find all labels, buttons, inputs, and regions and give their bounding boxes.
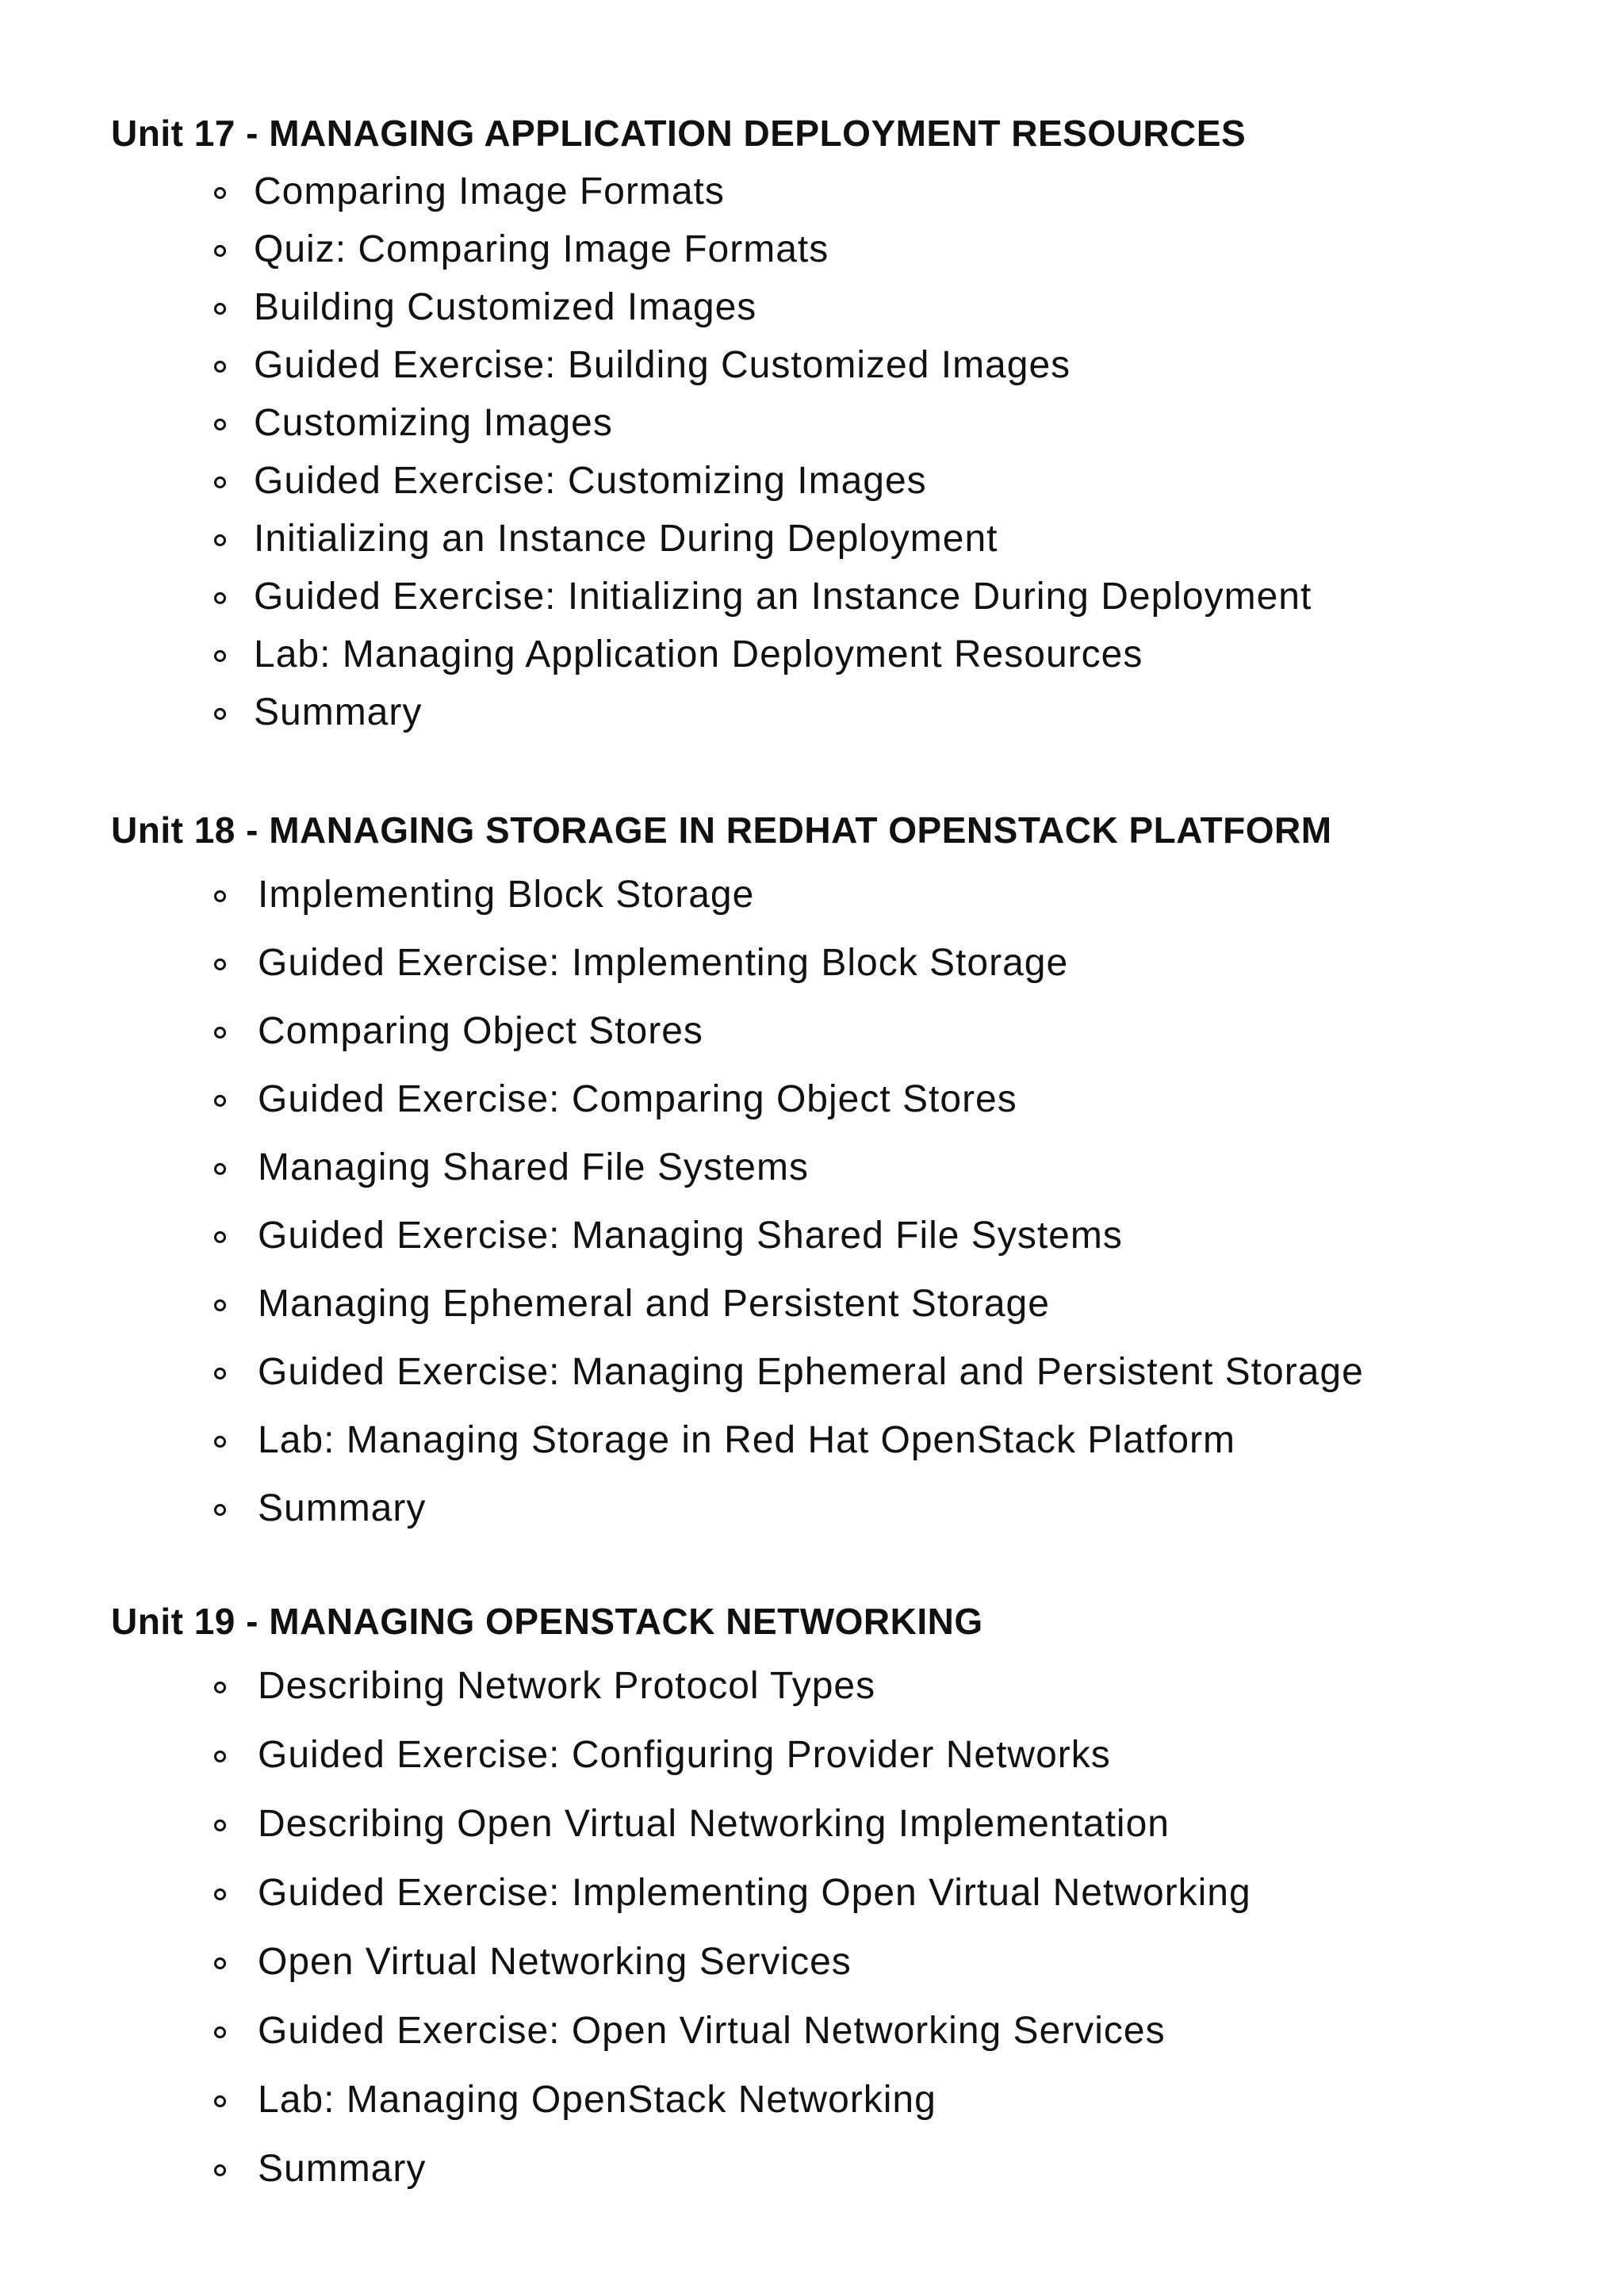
circle-bullet-icon (214, 1231, 226, 1243)
circle-bullet-icon (214, 361, 226, 373)
unit-19-heading: Unit 19 - MANAGING OPENSTACK NETWORKING (111, 1601, 983, 1642)
circle-bullet-icon (214, 245, 226, 257)
circle-bullet-icon (214, 650, 226, 662)
circle-bullet-icon (214, 1751, 226, 1762)
unit-18-heading: Unit 18 - MANAGING STORAGE IN REDHAT OPENSTACK PLATFORM (111, 809, 1332, 851)
circle-bullet-icon (214, 476, 226, 488)
circle-bullet-icon (214, 187, 226, 199)
circle-bullet-icon (214, 1820, 226, 1831)
circle-bullet-icon (214, 419, 226, 430)
circle-bullet-icon (214, 1163, 226, 1175)
circle-bullet-icon (214, 708, 226, 720)
circle-bullet-icon (214, 1436, 226, 1448)
circle-bullet-icon (214, 1888, 226, 1900)
circle-bullet-icon (214, 1682, 226, 1693)
circle-bullet-icon (214, 303, 226, 315)
circle-bullet-icon (214, 1027, 226, 1039)
unit-17-heading: Unit 17 - MANAGING APPLICATION DEPLOYMENT RESOURCES (111, 113, 1247, 154)
circle-bullet-icon (214, 534, 226, 546)
circle-bullet-icon (214, 592, 226, 604)
circle-bullet-icon (214, 1299, 226, 1311)
circle-bullet-icon (214, 1095, 226, 1107)
circle-bullet-icon (214, 2164, 226, 2176)
circle-bullet-icon (214, 1957, 226, 1969)
circle-bullet-icon (214, 959, 226, 970)
circle-bullet-icon (214, 1368, 226, 1380)
circle-bullet-icon (214, 890, 226, 902)
circle-bullet-icon (214, 2095, 226, 2107)
circle-bullet-icon (214, 1504, 226, 1516)
circle-bullet-icon (214, 2026, 226, 2038)
